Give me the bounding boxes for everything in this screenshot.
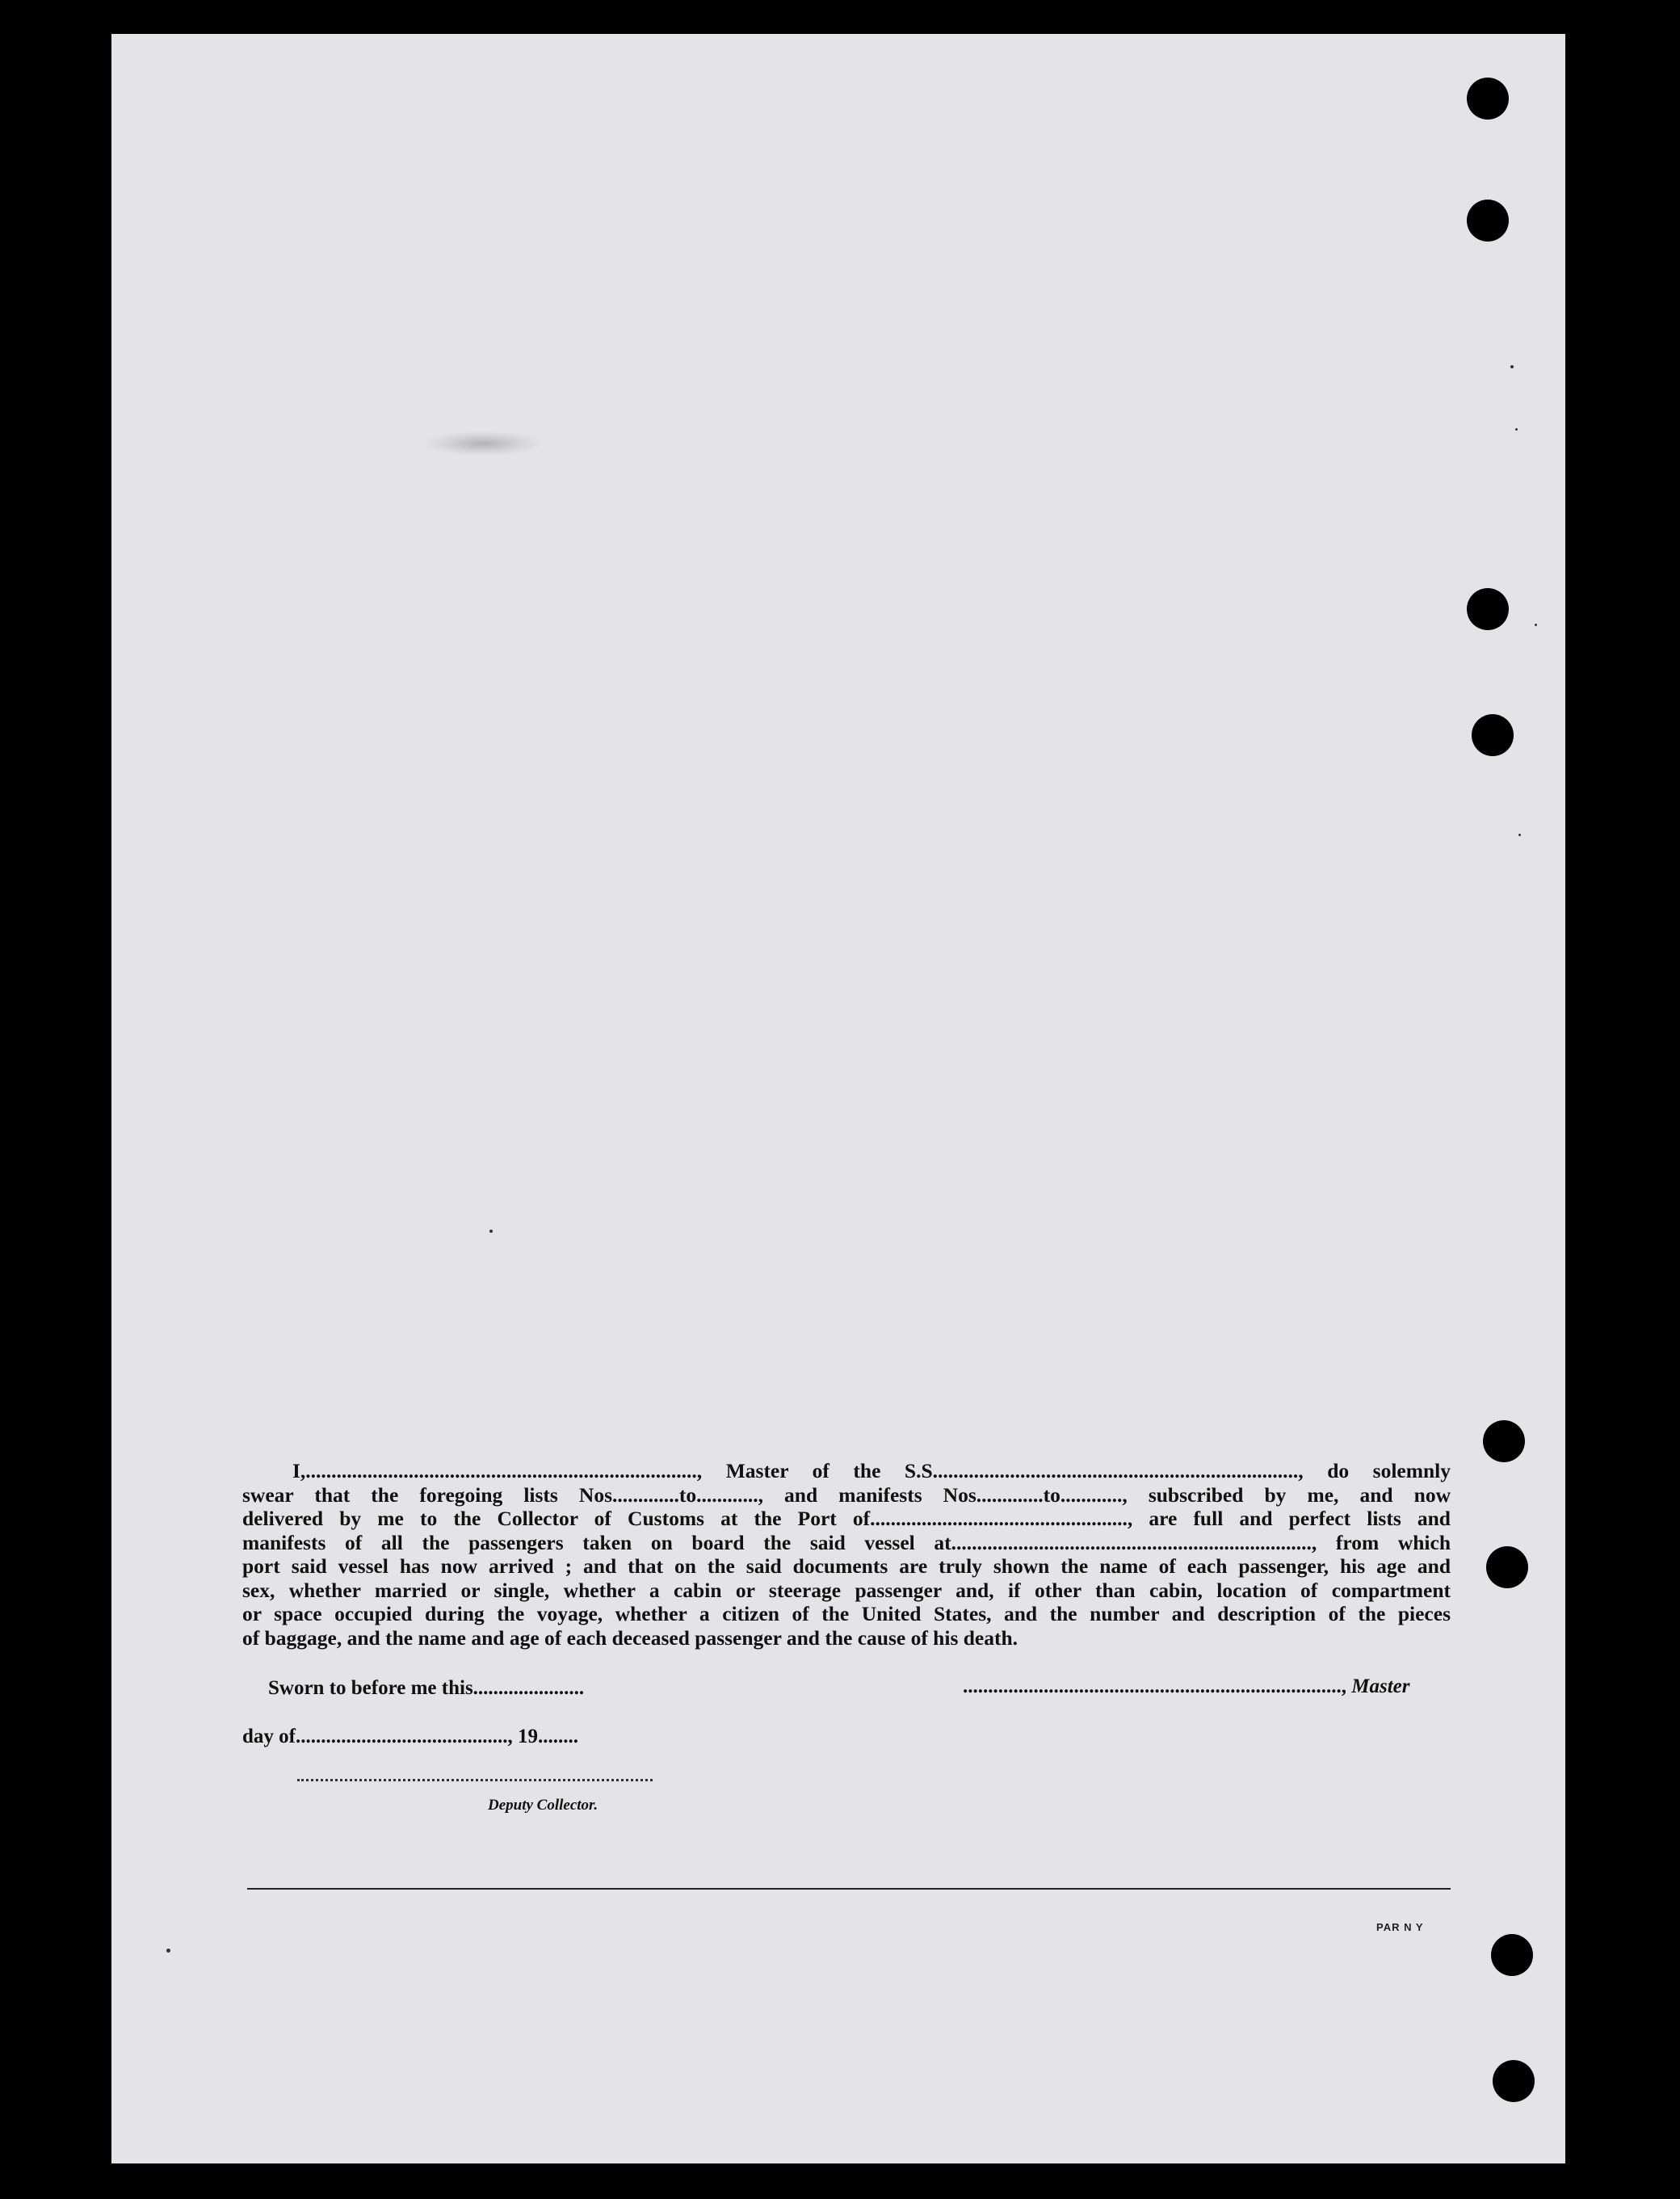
oath-line: swear that the foregoing lists Nos.............to............, and manifests Nos.............to............, subscribed by me, and now [242,1482,1451,1507]
binder-hole-7 [1491,1934,1533,1976]
master-dots: ..........................................................................., [963,1676,1352,1697]
speck [489,1230,493,1233]
document-page [111,34,1565,2163]
printer-mark: PAR N Y [1376,1921,1424,1933]
speck [1535,624,1537,626]
oath-line: delivered by me to the Collector of Customs at the Port of.................................................., are full and perfect lists and [242,1507,1451,1530]
oath-line: sex, whether married or single, whether a cabin or steerage passenger and, if other than cabin, location of compartment [242,1578,1451,1602]
speck [166,1949,170,1953]
binder-hole-1 [1467,78,1509,120]
master-signature-line [963,1676,1409,1698]
bottom-rule [247,1888,1451,1890]
speck [1515,428,1518,431]
speck [1510,365,1514,368]
binder-hole-6 [1486,1546,1528,1588]
oath-line: of baggage, and the name and age of each deceased passenger and the cause of his death. [242,1625,1018,1650]
deputy-collector-label: Deputy Collector. [488,1797,598,1814]
binder-hole-4 [1472,714,1514,756]
binder-hole-5 [1483,1420,1525,1462]
oath-line: or space occupied during the voyage, whether a citizen of the United States, and the number and description of the pieces [242,1602,1451,1625]
binder-hole-8 [1493,2060,1535,2102]
oath-paragraph [242,1459,1451,1650]
binder-hole-2 [1467,200,1509,242]
oath-line: port said vessel has now arrived ; and that on the said documents are truly shown the name of each passenger, his age and [242,1554,1451,1578]
sworn-text: Sworn to before me this...................... [268,1677,585,1699]
ink-smudge [426,431,540,456]
master-label: Master [1351,1676,1410,1697]
oath-line: I,............................................................................, Master of the S.S......................................................................., do solemnly [292,1459,1451,1482]
oath-line: manifests of all the passengers taken on board the said vessel at......................................................................, from which [242,1530,1451,1554]
sworn-line [268,1677,584,1700]
deputy-signature-dots [297,1776,653,1781]
day-text: day of.........................................., 19........ [242,1726,578,1747]
binder-hole-3 [1467,588,1509,630]
speck [1518,834,1521,836]
day-line [242,1726,578,1748]
